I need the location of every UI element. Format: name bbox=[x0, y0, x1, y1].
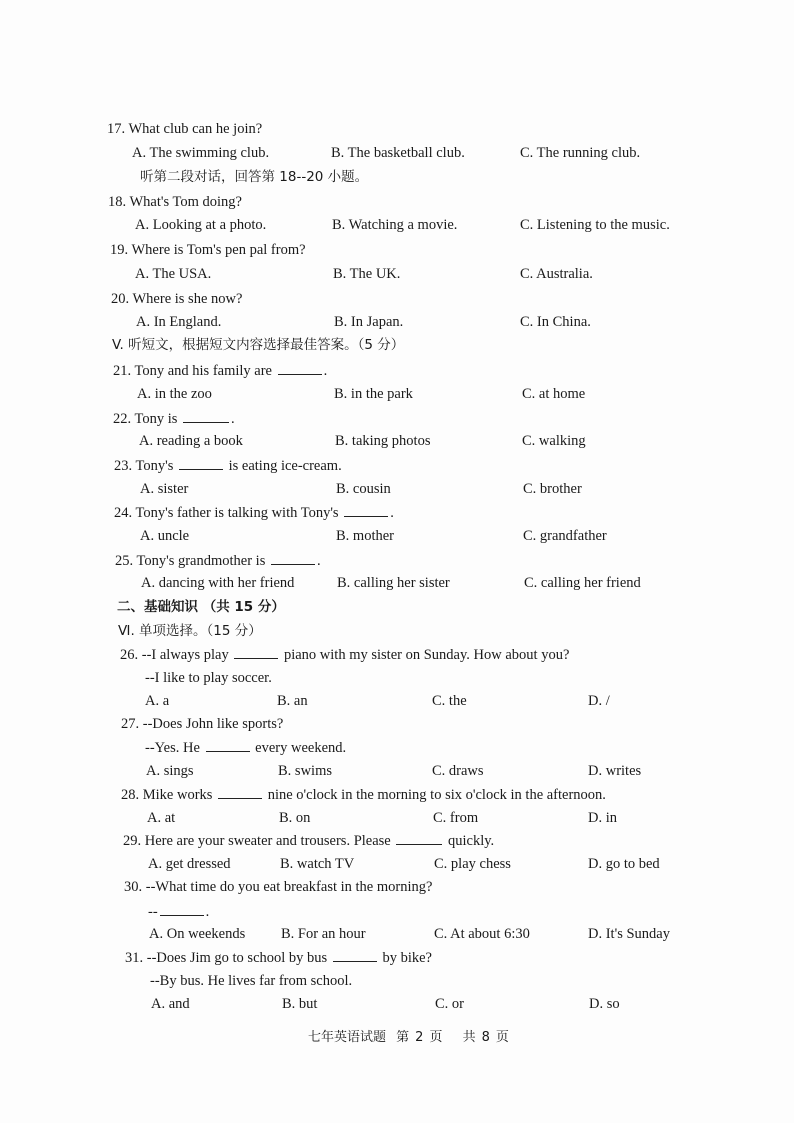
q27-option-b: B. swims bbox=[278, 763, 332, 779]
q20-stem: 20. Where is she now? bbox=[111, 291, 243, 307]
q27-option-c: C. draws bbox=[432, 763, 484, 779]
q17-option-b: B. The basketball club. bbox=[331, 145, 465, 161]
q30-option-d: D. It's Sunday bbox=[588, 926, 670, 942]
q30-reply-end: . bbox=[205, 904, 210, 920]
section5-heading: V. 听短文，根据短文内容选择最佳答案。（5 分） bbox=[112, 337, 405, 353]
q22-option-c: C. walking bbox=[522, 433, 586, 449]
q30-option-a: A. On weekends bbox=[149, 926, 246, 942]
q31-stem-text: 31. --Does Jim go to school by bus bbox=[125, 950, 328, 966]
q30-options bbox=[0, 924, 760, 944]
q31-option-b: B. but bbox=[282, 996, 318, 1012]
footer-ye2: 页 bbox=[495, 1030, 509, 1045]
q27-stem: 27. --Does John like sports? bbox=[121, 716, 284, 732]
q21-options bbox=[0, 384, 760, 404]
q26-reply: --I like to play soccer. bbox=[145, 670, 272, 686]
q22-blank bbox=[183, 408, 229, 423]
q29-options bbox=[0, 854, 760, 874]
q20-options bbox=[0, 312, 760, 332]
section6-heading: Ⅵ. 单项选择。（15 分） bbox=[118, 623, 262, 639]
q21-option-c: C. at home bbox=[522, 386, 586, 402]
q24-stem-text: 24. Tony's father is talking with Tony's bbox=[114, 505, 339, 521]
q29-stem-text: 29. Here are your sweater and trousers. Please bbox=[123, 833, 391, 849]
q25-blank bbox=[271, 550, 315, 565]
q28-blank bbox=[218, 784, 262, 799]
q26-options bbox=[0, 691, 760, 711]
q24-stem bbox=[114, 502, 394, 523]
q29-option-d: D. go to bed bbox=[588, 856, 660, 872]
q26-blank bbox=[234, 644, 278, 659]
q21-option-b: B. in the park bbox=[334, 386, 413, 402]
q26-option-b: B. an bbox=[277, 693, 308, 709]
q22-stem bbox=[113, 408, 235, 429]
q27-reply-end: every weekend. bbox=[255, 740, 347, 756]
q28-stem bbox=[121, 784, 606, 805]
q24-option-c: C. grandfather bbox=[523, 528, 607, 544]
q27-reply-text: --Yes. He bbox=[145, 740, 200, 756]
q22-option-a: A. reading a book bbox=[139, 433, 243, 449]
q31-option-a: A. and bbox=[151, 996, 190, 1012]
q23-blank bbox=[179, 455, 223, 470]
q30-stem: 30. --What time do you eat breakfast in the morning? bbox=[124, 879, 433, 895]
q28-option-c: C. from bbox=[433, 810, 479, 826]
q26-stem-text: 26. --I always play bbox=[120, 647, 229, 663]
q27-option-a: A. sings bbox=[146, 763, 194, 779]
q18-options bbox=[0, 215, 760, 235]
q26-option-c: C. the bbox=[432, 693, 467, 709]
q23-option-b: B. cousin bbox=[336, 481, 391, 497]
q30-option-b: B. For an hour bbox=[281, 926, 366, 942]
q25-stem-text: 25. Tony's grandmother is bbox=[115, 553, 266, 569]
q18-option-c: C. Listening to the music. bbox=[520, 217, 670, 233]
q29-option-a: A. get dressed bbox=[148, 856, 231, 872]
footer-ye: 页 bbox=[429, 1030, 443, 1045]
q28-option-d: D. in bbox=[588, 810, 617, 826]
q26-option-d: D. / bbox=[588, 693, 610, 709]
q23-stem-end: is eating ice-cream. bbox=[228, 458, 342, 474]
q19-option-b: B. The UK. bbox=[333, 266, 401, 282]
q31-option-c: C. or bbox=[435, 996, 464, 1012]
q24-blank bbox=[344, 502, 388, 517]
footer-di: 第 bbox=[396, 1030, 410, 1045]
q28-stem-end: nine o'clock in the morning to six o'clock in the afternoon. bbox=[267, 787, 606, 803]
q19-option-c: C. Australia. bbox=[520, 266, 593, 282]
dialog2-instruction: 听第二段对话，回答第 18--20 小题。 bbox=[140, 169, 369, 185]
q23-option-c: C. brother bbox=[523, 481, 582, 497]
q25-option-a: A. dancing with her friend bbox=[141, 575, 295, 591]
q21-stem-end: . bbox=[323, 363, 328, 379]
q21-option-a: A. in the zoo bbox=[137, 386, 212, 402]
q29-stem-end: quickly. bbox=[448, 833, 495, 849]
q26-option-a: A. a bbox=[145, 693, 170, 709]
q23-stem bbox=[114, 455, 342, 476]
q22-stem-end: . bbox=[231, 411, 235, 427]
q31-stem bbox=[125, 947, 432, 968]
q21-stem-text: 21. Tony and his family are bbox=[113, 363, 272, 379]
q25-stem-end: . bbox=[316, 553, 321, 569]
q29-blank bbox=[396, 830, 442, 845]
q19-stem: 19. Where is Tom's pen pal from? bbox=[110, 242, 306, 258]
q27-reply bbox=[145, 737, 346, 758]
q31-stem-end: by bike? bbox=[382, 950, 432, 966]
q25-options bbox=[0, 573, 760, 593]
q30-reply-text: -- bbox=[148, 904, 158, 920]
q18-stem: 18. What's Tom doing? bbox=[108, 194, 242, 210]
q28-stem-text: 28. Mike works bbox=[121, 787, 213, 803]
q31-options bbox=[0, 994, 760, 1014]
q18-option-b: B. Watching a movie. bbox=[332, 217, 458, 233]
q17-option-a: A. The swimming club. bbox=[132, 145, 270, 161]
q22-option-b: B. taking photos bbox=[335, 433, 431, 449]
q21-stem bbox=[113, 360, 327, 381]
q31-reply: --By bus. He lives far from school. bbox=[150, 973, 353, 989]
q24-option-b: B. mother bbox=[336, 528, 394, 544]
q19-options bbox=[0, 264, 760, 284]
footer-total-pages: 8 bbox=[481, 1030, 490, 1045]
page-footer bbox=[308, 1026, 515, 1045]
q25-stem bbox=[115, 550, 321, 571]
q19-option-a: A. The USA. bbox=[135, 266, 212, 282]
q27-blank bbox=[206, 737, 250, 752]
q20-option-b: B. In Japan. bbox=[334, 314, 404, 330]
q31-blank bbox=[333, 947, 377, 962]
q28-option-a: A. at bbox=[147, 810, 176, 826]
footer-title: 七年英语试题 bbox=[308, 1030, 387, 1045]
q17-options bbox=[0, 143, 760, 163]
q21-blank bbox=[278, 360, 322, 375]
q25-option-b: B. calling her sister bbox=[337, 575, 450, 591]
q24-stem-end: . bbox=[390, 505, 394, 521]
q27-options bbox=[0, 761, 760, 781]
q27-option-d: D. writes bbox=[588, 763, 642, 779]
q28-option-b: B. on bbox=[279, 810, 311, 826]
q30-blank bbox=[160, 901, 204, 916]
q29-option-c: C. play chess bbox=[434, 856, 511, 872]
q23-stem-text: 23. Tony's bbox=[114, 458, 174, 474]
q22-stem-text: 22. Tony is bbox=[113, 411, 178, 427]
q30-option-c: C. At about 6:30 bbox=[434, 926, 530, 942]
q28-options bbox=[0, 808, 760, 828]
q29-stem bbox=[123, 830, 494, 851]
footer-gong: 共 bbox=[462, 1030, 476, 1045]
q30-reply bbox=[148, 901, 209, 922]
q23-option-a: A. sister bbox=[140, 481, 189, 497]
q23-options bbox=[0, 479, 760, 499]
q29-option-b: B. watch TV bbox=[280, 856, 355, 872]
q17-stem: 17. What club can he join? bbox=[107, 121, 263, 137]
q18-option-a: A. Looking at a photo. bbox=[135, 217, 267, 233]
q22-options bbox=[0, 431, 760, 451]
q31-option-d: D. so bbox=[589, 996, 620, 1012]
q20-option-c: C. In China. bbox=[520, 314, 591, 330]
q24-option-a: A. uncle bbox=[140, 528, 190, 544]
q26-stem-end: piano with my sister on Sunday. How about you? bbox=[283, 647, 570, 663]
q20-option-a: A. In England. bbox=[136, 314, 222, 330]
q25-option-c: C. calling her friend bbox=[524, 575, 641, 591]
q26-stem bbox=[120, 644, 569, 665]
q17-option-c: C. The running club. bbox=[520, 145, 641, 161]
part2-heading: 二、基础知识 （共 15 分） bbox=[117, 599, 285, 615]
footer-page-number: 2 bbox=[415, 1030, 424, 1045]
q24-options bbox=[0, 526, 760, 546]
